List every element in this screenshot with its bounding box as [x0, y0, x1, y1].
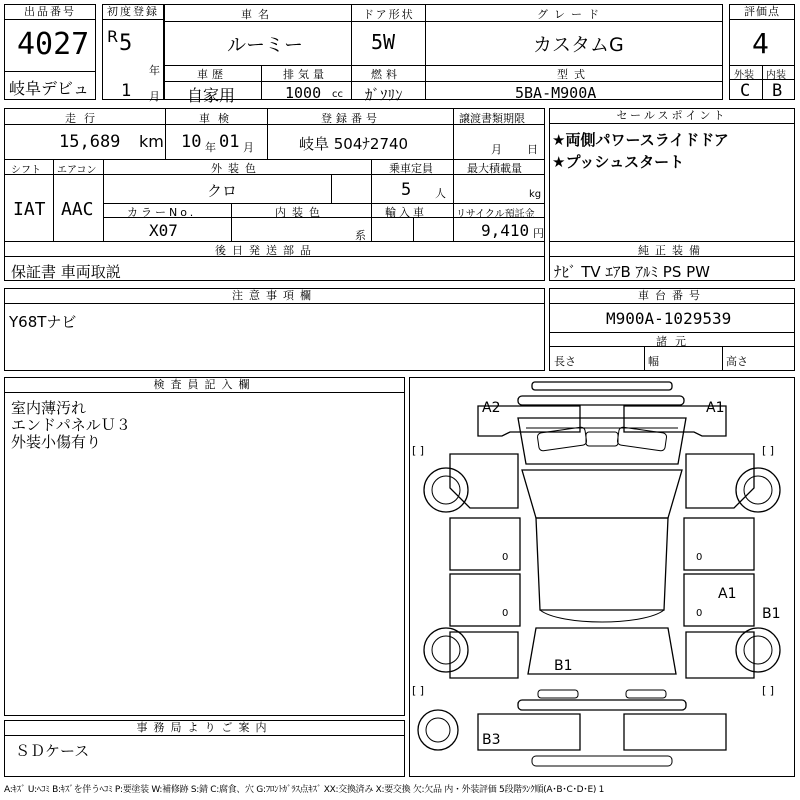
interior-color-unit: 系	[355, 229, 366, 242]
door-type: 5W	[371, 30, 396, 54]
car-name: ルーミー	[227, 34, 304, 56]
damage-mark-A2: A2	[482, 400, 501, 416]
notes-label: 注意事項欄	[5, 289, 544, 304]
chassis-box	[549, 288, 795, 371]
vehicle-detail-grid	[4, 108, 545, 281]
model: 5BA-M900A	[515, 84, 597, 102]
inspection-year: 10	[181, 132, 202, 152]
transfer-day-unit: 日	[527, 143, 538, 156]
fuel-label: 燃料	[371, 68, 401, 81]
first-registration-label: 初度登録	[103, 5, 163, 20]
inspector-note: 室内薄汚れ	[11, 399, 87, 417]
sales-points-box	[549, 108, 795, 281]
lot-number: 4027	[17, 27, 90, 62]
length-label: 長さ	[554, 355, 576, 368]
zero-mark: 0	[502, 552, 509, 563]
bracket-left-front: [ ]	[412, 444, 425, 457]
interior-label: 内装	[766, 70, 786, 81]
mileage-unit: km	[139, 132, 164, 151]
chassis-number: M900A-1029539	[606, 309, 732, 328]
transfer-label: 譲渡書類期限	[459, 112, 525, 125]
plate-label: 登録番号	[321, 112, 381, 125]
score-box	[729, 4, 795, 100]
era: R	[107, 27, 119, 46]
import-label: 輸入車	[385, 206, 427, 219]
recycle-label: リサイクル預託金	[456, 209, 535, 220]
grade: カスタムG	[533, 34, 624, 56]
width-label: 幅	[648, 355, 659, 368]
seller-name: 岐阜デビュ	[9, 79, 90, 98]
shift-label: シフト	[11, 165, 41, 176]
damage-mark-A1: A1	[718, 586, 737, 602]
bracket-right-rear: [ ]	[762, 684, 775, 697]
car-name-label: 車名	[241, 8, 275, 21]
legend: A:ｷｽﾞ U:ﾍｺﾐ B:ｷｽﾞを伴うﾍｺﾐ P:要塗装 W:補修跡 S:錆 C:腐食、穴 G:ﾌﾛﾝﾄｶﾞﾗｽ点ｷｽﾞ XX:交換済み X:要交換 欠:欠品 内・外装評価 5段階ﾗﾝｸ順(A･B･C･D･E) 1	[4, 785, 605, 795]
height-label: 高さ	[726, 355, 748, 368]
inspector-label: 検査員記入欄	[5, 378, 404, 393]
equipment: ﾅﾋﾞ TV ｴｱB ｱﾙﾐ PS PW	[554, 263, 710, 281]
office-text: ＳＤケース	[15, 742, 90, 760]
seating-capacity: 5	[401, 180, 412, 200]
air-conditioner: AAC	[61, 199, 94, 220]
grade-label: グレード	[537, 8, 605, 21]
notes-box	[4, 288, 545, 371]
door-type-label: ドア形状	[363, 8, 415, 21]
recycle-fee: 9,410	[481, 221, 530, 240]
sales-point: ★両側パワースライドドア	[552, 131, 729, 149]
lot-number-box	[4, 4, 96, 100]
first-registration-box	[102, 4, 164, 103]
history: 自家用	[187, 86, 236, 105]
equipment-label: 純正装備	[638, 244, 706, 257]
inspector-box	[4, 377, 405, 716]
office-label: 事務局よりご案内	[5, 721, 404, 736]
damage-mark-B1: B1	[554, 658, 573, 674]
damage-mark-B3: B3	[482, 732, 501, 748]
model-label: 型式	[557, 68, 591, 81]
later-parts: 保証書 車両取説	[11, 263, 121, 281]
dimensions-label: 諸元	[656, 335, 694, 348]
vehicle-info-box	[164, 4, 723, 105]
inspector-note: 外装小傷有り	[11, 433, 102, 451]
first-reg-year: 5	[119, 31, 133, 56]
damage-mark-A1: A1	[706, 400, 725, 416]
fuel: ｶﾞｿﾘﾝ	[365, 86, 403, 104]
interior-grade: B	[772, 81, 783, 101]
score: 4	[752, 27, 769, 60]
displacement: 1000	[285, 84, 322, 102]
score-label: 評価点	[730, 5, 794, 20]
damage-mark-B1: B1	[762, 606, 781, 622]
recycle-unit: 円	[533, 227, 544, 240]
displacement-label: 排気量	[283, 68, 328, 81]
year-unit: 年	[149, 64, 160, 77]
inspection-month-unit: 月	[243, 141, 254, 154]
body-color: クロ	[207, 182, 238, 200]
month-unit: 月	[149, 90, 160, 103]
sales-point: ★プッシュスタート	[552, 153, 685, 171]
sales-points-label: セールスポイント	[550, 109, 794, 124]
zero-mark: 0	[696, 552, 703, 563]
bracket-left-rear: [ ]	[412, 684, 425, 697]
car-diagram	[409, 377, 795, 777]
first-reg-month: 1	[121, 81, 132, 101]
load-unit: kg	[529, 189, 542, 200]
displacement-unit: cc	[332, 89, 343, 100]
color-number: X07	[149, 221, 178, 240]
notes-text: Y68Tナビ	[9, 313, 77, 331]
capacity-label: 乗車定員	[389, 162, 433, 175]
mileage: 15,689	[59, 132, 121, 152]
office-box	[4, 720, 405, 777]
history-label: 車歴	[197, 68, 227, 81]
interior-color-label: 内装色	[275, 206, 326, 219]
exterior-label: 外装	[734, 70, 754, 81]
plate-number: 岐阜 504ﾅ2740	[299, 135, 409, 153]
color-label: 外装色	[211, 162, 262, 175]
inspection-year-unit: 年	[205, 141, 216, 154]
transfer-month-unit: 月	[491, 143, 502, 156]
chassis-label: 車台番号	[550, 289, 794, 304]
shift: IAT	[13, 199, 46, 220]
lot-number-label: 出品番号	[5, 5, 95, 20]
later-parts-label: 後日発送部品	[215, 244, 317, 257]
inspection-label: 車検	[199, 112, 237, 125]
mileage-label: 走行	[65, 112, 103, 125]
load-label: 最大積載量	[467, 162, 522, 175]
capacity-unit: 人	[435, 187, 446, 200]
bracket-right-front: [ ]	[762, 444, 775, 457]
ac-label: エアコン	[57, 165, 97, 176]
zero-mark: 0	[696, 608, 703, 619]
exterior-grade: C	[740, 81, 751, 101]
color-number-label: カラーNo.	[127, 206, 197, 219]
inspection-month: 01	[219, 132, 240, 152]
zero-mark: 0	[502, 608, 509, 619]
inspector-note: エンドパネルＵ３	[11, 416, 131, 434]
